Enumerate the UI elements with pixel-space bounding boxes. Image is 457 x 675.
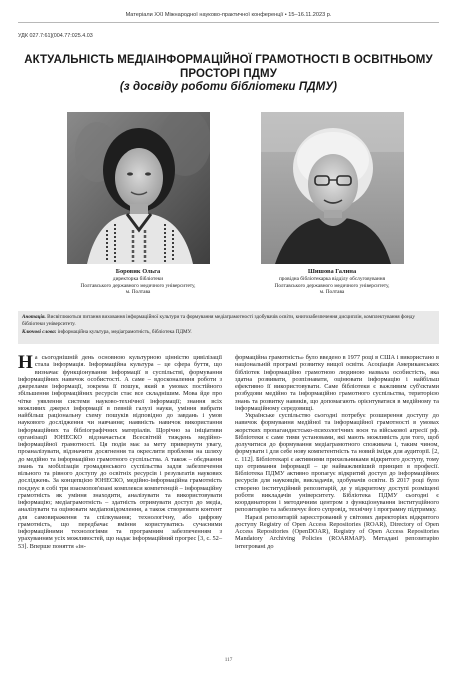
- article-subtitle: (з досвіду роботи бібліотеки ПДМУ): [119, 81, 338, 94]
- author-city: м. Полтава: [125, 289, 151, 296]
- author-position: провідна бібліотекарка відділу обслуговування: [278, 276, 386, 282]
- article-title: [18, 54, 439, 95]
- keywords: [22, 329, 435, 336]
- author-city: м. Полтава: [319, 289, 345, 296]
- author-name: Шишова Галина: [307, 268, 357, 275]
- body-column-right: [235, 354, 439, 550]
- author-photo-shyshova: [261, 112, 404, 264]
- author-affiliation: Полтавського державного медичного університету,: [80, 282, 196, 289]
- keywords-text: інформаційна культура, медіаграмотність, бібліотека ПДМУ.: [57, 329, 192, 335]
- author-name: Боровик Ольга: [115, 268, 161, 275]
- article-title-main: АКТУАЛЬНІСТЬ МЕДІАІНФОРМАЦІЙНОЇ ГРАМОТНОСТІ В ОСВІТНЬОМУ ПРОСТОРІ ПДМУ: [24, 54, 433, 80]
- drop-cap: Н: [18, 352, 33, 373]
- udc-code: УДК 027.7:61](004.77:025.4.03: [18, 33, 93, 39]
- body-paragraph: Українське суспільство сьогодні потребує розширення доступу до навичок формування медійної та інформаційної грамотності в умовах жорстких пропагандистсько-психологічних воєн та військової агресії рф. Бібліотеки є саме тими установами, які мають можливість для того, щоб долучитися до формування медіаграмотного споживача і, таким чином, формувати і для себе нову компетентність та новий імідж для аудиторії. [2, с. 112]. Бібліотекарі є активними прихильниками відкритого доступу, тому що отримання інформації – це найважливіший принцип в професії. Бібліотека ПДМУ активно пропагує відкритий доступ до інформаційних ресурсів для науковців, викладачів, здобувачів освіти. В 2017 році було створено інституційний репозитарій, де у відкритому доступі розміщені роботи викладачів університету. Бібліотека ПДМУ сьогодні є координатором і методичним центром з функціонування інституційного репозитарію та забезпечує його супровід, технічну і програмну підтримку.: [235, 412, 439, 514]
- page-number: 117: [224, 657, 233, 663]
- author-block-shyshova: [237, 267, 427, 296]
- header-divider: [18, 22, 439, 23]
- author-affiliation: Полтавського державного медичного університету,: [274, 282, 390, 289]
- body-paragraph: Наразі репозитарій зареєстрований у світових директоріях відкритого доступу Registry of Open Access Repositories (ROAR), Directory of Open Access Repositories (OpenDOAR), Registry of Open Access Repositories Mandatory Archiving Policies (ROARMAP). Метадані репозитарію інтегровані до: [235, 513, 439, 550]
- author-photo-borovyk: [67, 112, 210, 264]
- abstract-box: [18, 311, 439, 344]
- body-column-left: [18, 354, 222, 550]
- author-position: директорка бібліотеки: [112, 276, 164, 282]
- abstract: [22, 314, 435, 327]
- body-paragraph: На сьогоднішній день основною культурною цінністю цивілізації стала інформація. Інформаційна культура – це сфера буття, що визначає функціонування інформації в суспільстві, формування інформаційних навичок особистості. А саме – вдосконалення роботи з джерелами інформації, зокрема її пошук, який в умовах постійного збільшення інформаційних ресурсів стає все складнішим. Мова йде про чітке уявлення системи науково-технічної інформації; знання всіх можливих джерел інформації в певній галузі науки, уміння вибрати найбільш раціональну схему пошуків відповідно до завдань і умов наукового дослідження чи навчання; наявність навичок використання інформаційних та бібліографічних матеріалів. Щорічно за ініціативи організації ЮНЕСКО відзначається Всесвітній тиждень медійно-інформаційної грамотності. Ця подія має за мету привернути увагу, проаналізувати, відзначити досягнення та окреслити проблеми на шляху до медійно та інформаційно грамотного суспільства. А також – обєднання знань та мобілізація громадянського суспільства задля забезпечення вільного та рівного доступу до освітніх ресурсів і результатів наукових досліджень. За концепцією ЮНЕСКО, медійно-інформаційна грамотність поєднує в собі три взаємопов'язані комплекси компетенцій – інформаційну грамотність як уміння знаходити, аналізувати та використовувати інформацію; медіаграмотність – здатність отримувати доступ до медіа, аналізувати та оцінювати медіаповідомлення, а також створювати контент для самовираження та спілкування; технологічну, або цифрову грамотність, що передбачає вміння користуватись сучасними інформаційними технологіями та програмним забезпеченням з урахуванням усіх можливостей, що надає інформаційний прогрес [3, с. 52–53]. Вперше поняття «ін-: [18, 352, 222, 550]
- author-block-borovyk: [43, 267, 233, 296]
- running-head: Матеріали XXI Міжнародної науково-практичної конференції • 15–16.11.2023 р.: [125, 12, 332, 18]
- keywords-label: Ключові слова:: [22, 329, 57, 335]
- abstract-label: Анотація.: [22, 314, 46, 320]
- abstract-text: Висвітлюються питання виховання інформаційної культури та формування медіаграмотності здобувачів освіти, книгозабезпечення дисциплін, комплектування фонду бібліотеки університету.: [22, 314, 415, 327]
- body-paragraph: формаційна грамотність» було введено в 1977 році в США і використано в національній програмі розвитку вищої освіти. Асоціація Американських бібліотек інформаційно грамотною людиною назвала особистість, яка здатна розвивати, розпізнавати, оцінювати інформацію і найбільш ефективно її використовувати. Саме бібліотеки є важливим суб'єктами розбудови медійно та інформаційно грамотного суспільства, територією знань та розвитку навиків, що допомагають орієнтуватися в медійному та інформаційному середовищі.: [235, 354, 439, 412]
